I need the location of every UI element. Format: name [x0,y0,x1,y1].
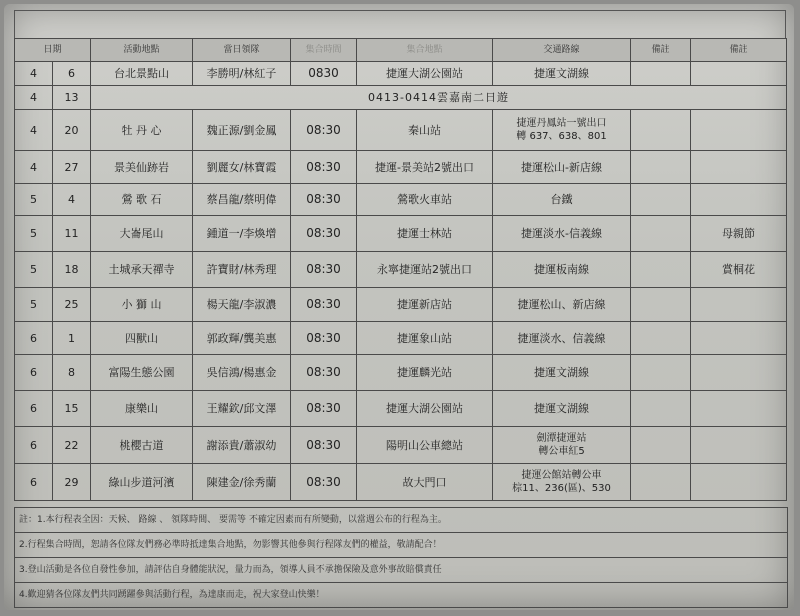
cell-place: 桃櫻古道 [91,427,193,464]
cell-time: 08:30 [291,322,357,355]
cell-month: 4 [15,86,53,110]
cell-leaders: 魏正源/劉金鳳 [193,110,291,151]
header-note1: 備註 [631,39,691,62]
table-row [15,86,787,110]
cell-note1 [631,62,691,86]
cell-day: 18 [53,252,91,288]
cell-meet: 捷運-景美站2號出口 [357,151,493,184]
cell-route: 捷運淡水、信義線 [493,322,631,355]
cell-time: 08:30 [291,391,357,427]
cell-time: 08:30 [291,427,357,464]
table-row [15,62,787,86]
cell-route: 劍潭捷運站 轉公車紅5 [493,427,631,464]
table-row [15,252,787,288]
note-line: 3.登山活動是各位自發性參加，請評估自身體能狀況，量力而為，領導人員不承擔保險及意外事故賠償責任 [15,557,787,582]
cell-meet: 捷運象山站 [357,322,493,355]
table-row [15,184,787,216]
cell-route: 台鐵 [493,184,631,216]
cell-month: 6 [15,322,53,355]
cell-day: 6 [53,62,91,86]
cell-route: 捷運文湖線 [493,391,631,427]
cell-leaders: 楊天龍/李淑濃 [193,288,291,322]
cell-month: 6 [15,355,53,391]
cell-note1 [631,110,691,151]
cell-leaders: 李勝明/林紅子 [193,62,291,86]
cell-leaders: 蔡昌龍/蔡明偉 [193,184,291,216]
cell-place: 台北景點山 [91,62,193,86]
table-row [15,391,787,427]
cell-meet: 捷運大湖公園站 [357,391,493,427]
cell-day: 13 [53,86,91,110]
cell-month: 4 [15,151,53,184]
cell-banner: 0413-0414雲嘉南二日遊 [91,86,787,110]
cell-place: 四獸山 [91,322,193,355]
header-route: 交通路線 [493,39,631,62]
cell-time: 08:30 [291,184,357,216]
cell-note1 [631,216,691,252]
cell-note1 [631,355,691,391]
cell-place: 景美仙跡岩 [91,151,193,184]
cell-note2 [691,427,787,464]
cell-route: 捷運文湖線 [493,62,631,86]
cell-leaders: 鍾道一/李煥增 [193,216,291,252]
cell-note1 [631,427,691,464]
table-row [15,322,787,355]
cell-day: 4 [53,184,91,216]
table-body [15,62,787,501]
cell-day: 20 [53,110,91,151]
cell-time: 08:30 [291,110,357,151]
cell-time: 08:30 [291,216,357,252]
cell-meet: 秦山站 [357,110,493,151]
note-line: 註：1.本行程表全因：天候、 路線 、 領隊時間、 要需等 不確定因素而有所變動，以當週公布的行程為主。 [15,507,787,532]
cell-note2 [691,391,787,427]
cell-route: 捷運文湖線 [493,355,631,391]
cell-note2 [691,464,787,501]
cell-time: 08:30 [291,151,357,184]
header-date: 日期 [15,39,91,62]
cell-day: 15 [53,391,91,427]
header-leader: 當日領隊 [193,39,291,62]
cell-note1 [631,464,691,501]
cell-meet: 捷運麟光站 [357,355,493,391]
table-row [15,110,787,151]
cell-day: 22 [53,427,91,464]
cell-day: 1 [53,322,91,355]
cell-note1 [631,184,691,216]
cell-month: 6 [15,391,53,427]
cell-leaders: 郭政輝/龔美惠 [193,322,291,355]
table-row [15,216,787,252]
table-row [15,151,787,184]
cell-day: 8 [53,355,91,391]
cell-place: 牡 丹 心 [91,110,193,151]
cell-note1 [631,391,691,427]
cell-meet: 捷運新店站 [357,288,493,322]
cell-place: 土城承天禪寺 [91,252,193,288]
cell-month: 5 [15,184,53,216]
cell-note1 [631,288,691,322]
cell-route: 捷運淡水-信義線 [493,216,631,252]
cell-leaders: 許寶財/林秀理 [193,252,291,288]
header-meet: 集合地點 [357,39,493,62]
cell-place: 康樂山 [91,391,193,427]
cell-note2 [691,322,787,355]
cell-month: 6 [15,427,53,464]
cell-note2: 賞桐花 [691,252,787,288]
cell-meet: 捷運士林站 [357,216,493,252]
cell-route: 捷運公館站轉公車 棕11、236(區)、530 [493,464,631,501]
cell-route: 捷運松山、新店線 [493,288,631,322]
cell-month: 4 [15,62,53,86]
cell-time: 08:30 [291,252,357,288]
cell-leaders: 吳信鴻/楊惠金 [193,355,291,391]
cell-time: 0830 [291,62,357,86]
cell-meet: 故大門口 [357,464,493,501]
cell-time: 08:30 [291,355,357,391]
cell-note2 [691,184,787,216]
cell-note2 [691,151,787,184]
header-note2: 備註 [691,39,787,62]
cell-place: 綠山步道河濱 [91,464,193,501]
cell-meet: 鶯歌火車站 [357,184,493,216]
cell-place: 富陽生態公園 [91,355,193,391]
cell-day: 27 [53,151,91,184]
header-place: 活動地點 [91,39,193,62]
cell-meet: 陽明山公車總站 [357,427,493,464]
cell-time: 08:30 [291,464,357,501]
table-row [15,355,787,391]
cell-day: 11 [53,216,91,252]
cell-day: 25 [53,288,91,322]
cell-note2: 母親節 [691,216,787,252]
cell-place: 小 獅 山 [91,288,193,322]
cell-route: 捷運丹鳳站一號出口 轉 637、638、801 [493,110,631,151]
cell-route: 捷運松山-新店線 [493,151,631,184]
cell-meet: 捷運大湖公園站 [357,62,493,86]
cell-note1 [631,252,691,288]
header-time: 集合時間 [291,39,357,62]
cell-time: 08:30 [291,288,357,322]
cell-month: 5 [15,288,53,322]
cell-month: 5 [15,252,53,288]
table-header-row [15,39,787,62]
cell-place: 大崙尾山 [91,216,193,252]
cell-note2 [691,110,787,151]
cell-note1 [631,322,691,355]
cell-leaders: 劉麗女/林寶霞 [193,151,291,184]
cell-leaders: 王耀欽/邱文澤 [193,391,291,427]
cell-note1 [631,151,691,184]
note-line: 4.歡迎猜各位隊友們共同踴躍參與活動行程，為達康而走，祝大家登山快樂！ [15,582,787,607]
note-line: 2.行程集合時間，恕請各位隊友們務必準時抵達集合地點，勿影響其他參與行程隊友們的權益，敬請配合！ [15,532,787,557]
cell-month: 4 [15,110,53,151]
cell-place: 鶯 歌 石 [91,184,193,216]
table-row [15,427,787,464]
cell-route: 捷運板南線 [493,252,631,288]
cell-note2 [691,62,787,86]
schedule-sheet [4,4,794,610]
table-row [15,288,787,322]
cell-note2 [691,288,787,322]
schedule-table [14,38,787,501]
cell-leaders: 謝添貴/蕭淑幼 [193,427,291,464]
cell-month: 6 [15,464,53,501]
table-row [15,464,787,501]
sheet-title-bar [14,10,786,39]
cell-note2 [691,355,787,391]
cell-meet: 永寧捷運站2號出口 [357,252,493,288]
notes-section [14,507,788,608]
cell-month: 5 [15,216,53,252]
cell-day: 29 [53,464,91,501]
cell-leaders: 陳建金/徐秀蘭 [193,464,291,501]
